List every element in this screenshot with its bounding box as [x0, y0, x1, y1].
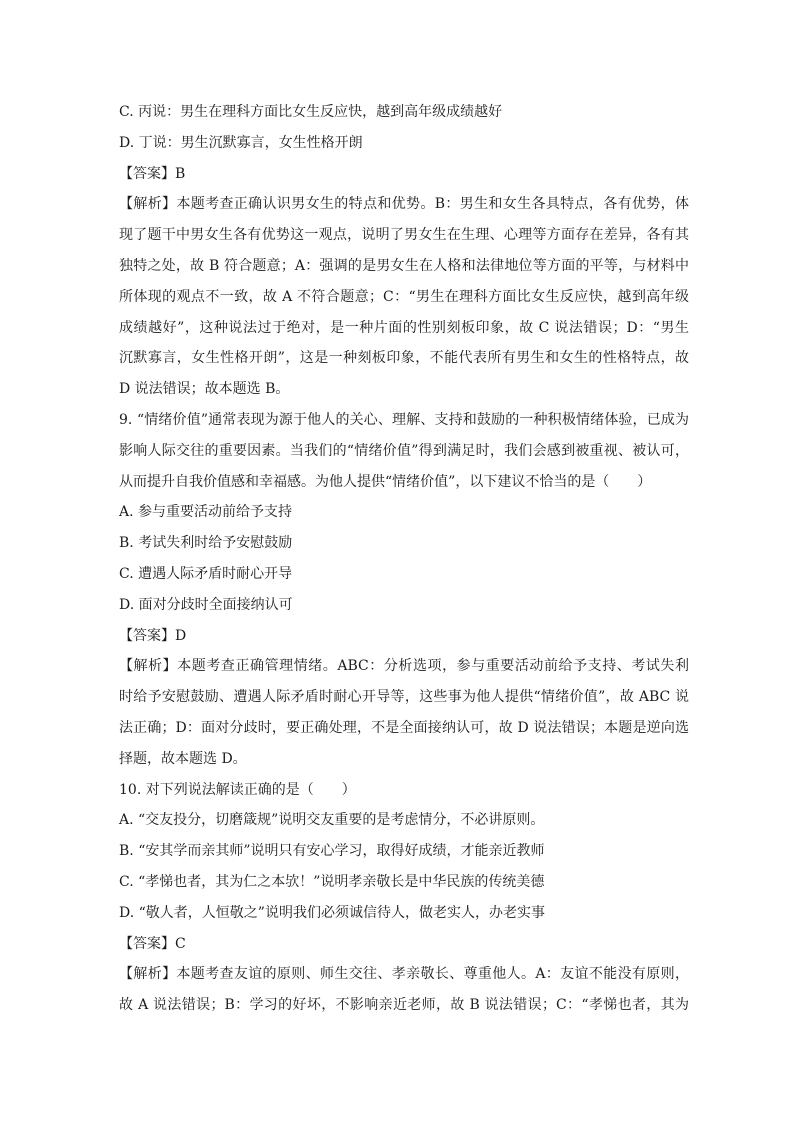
option-c-line: C. “孝悌也者，其为仁之本欤！”说明孝亲敬长是中华民族的传统美德 — [119, 873, 545, 890]
question-9-line: 从而提升自我价值感和幸福感。为他人提供“情绪价值”，以下建议不恰当的是（ ） — [119, 473, 652, 490]
analysis-line: 时给予安慰鼓励、遭遇人际矛盾时耐心开导等，这些事为他人提供“情绪价值”，故 ABC 说 — [119, 689, 689, 706]
analysis-line: 【解析】本题考查正确管理情绪。ABC：分析选项，参与重要活动前给予支持、考试失利 — [119, 658, 689, 675]
option-b-line: B. “安其学而亲其师”说明只有安心学习，取得好成绩，才能亲近教师 — [119, 843, 545, 860]
answer-line: 【答案】C — [119, 935, 186, 952]
option-c-line: C. 丙说：男生在理科方面比女生反应快，越到高年级成绩越好 — [119, 104, 503, 120]
answer-line: 【答案】B — [119, 165, 186, 182]
analysis-line: 法正确；D：面对分歧时，要正确处理，不是全面接纳认可，故 D 说法错误；本题是逆向选 — [119, 719, 689, 736]
analysis-line: 成绩越好”，这种说法过于绝对，是一种片面的性别刻板印象，故 C 说法错误；D：“男生 — [119, 319, 689, 336]
analysis-line: 故 A 说法错误；B：学习的好坏，不影响亲近老师，故 B 说法错误；C：“孝悌也者，其为 — [119, 997, 689, 1014]
answer-line: 【答案】D — [119, 627, 187, 644]
analysis-line: 沉默寡言，女生性格开朗”，这是一种刻板印象，不能代表所有男生和女生的性格特点，故 — [119, 350, 689, 367]
analysis-line: 现了题干中男女生各有优势这一观点，说明了男女生在生理、心理等方面存在差异，各有其 — [119, 227, 689, 244]
option-a-line: A. 参与重要活动前给予支持 — [119, 504, 293, 521]
option-b-line: B. 考试失利时给予安慰鼓励 — [119, 535, 293, 552]
option-d-line: D. “敬人者，人恒敬之”说明我们必须诚信待人，做老实人，办老实事 — [119, 904, 545, 921]
analysis-line: 独特之处，故 B 符合题意；A：强调的是男女生在人格和法律地位等方面的平等，与材料中 — [119, 257, 689, 274]
document-body — [119, 97, 689, 1021]
analysis-line: 【解析】本题考查友谊的原则、师生交往、孝亲敬长、尊重他人。A：友谊不能没有原则， — [119, 966, 689, 983]
question-9-line: 9. “情绪价值”通常表现为源于他人的关心、理解、支持和鼓励的一种积极情绪体验，已成为 — [119, 411, 689, 428]
question-9-line: 影响人际交往的重要因素。当我们的“情绪价值”得到满足时，我们会感到被重视、被认可， — [119, 442, 689, 459]
option-a-line: A. “交友投分，切磨箴规”说明交友重要的是考虑情分，不必讲原则。 — [119, 812, 545, 829]
analysis-line: 所体现的观点不一致，故 A 不符合题意；C：“男生在理科方面比女生反应快，越到高年级 — [119, 288, 689, 305]
question-10-line: 10. 对下列说法解读正确的是（ ） — [119, 781, 356, 798]
option-d-line: D. 面对分歧时全面接纳认可 — [119, 596, 293, 613]
option-d-line: D. 丁说：男生沉默寡言，女生性格开朗 — [119, 134, 363, 151]
analysis-line: 择题，故本题选 D。 — [119, 750, 247, 767]
option-c-line: C. 遭遇人际矛盾时耐心开导 — [119, 565, 293, 582]
analysis-line: 【解析】本题考查正确认识男女生的特点和优势。B：男生和女生各具特点，各有优势，体 — [119, 196, 689, 213]
analysis-line: D 说法错误；故本题选 B。 — [119, 381, 290, 398]
